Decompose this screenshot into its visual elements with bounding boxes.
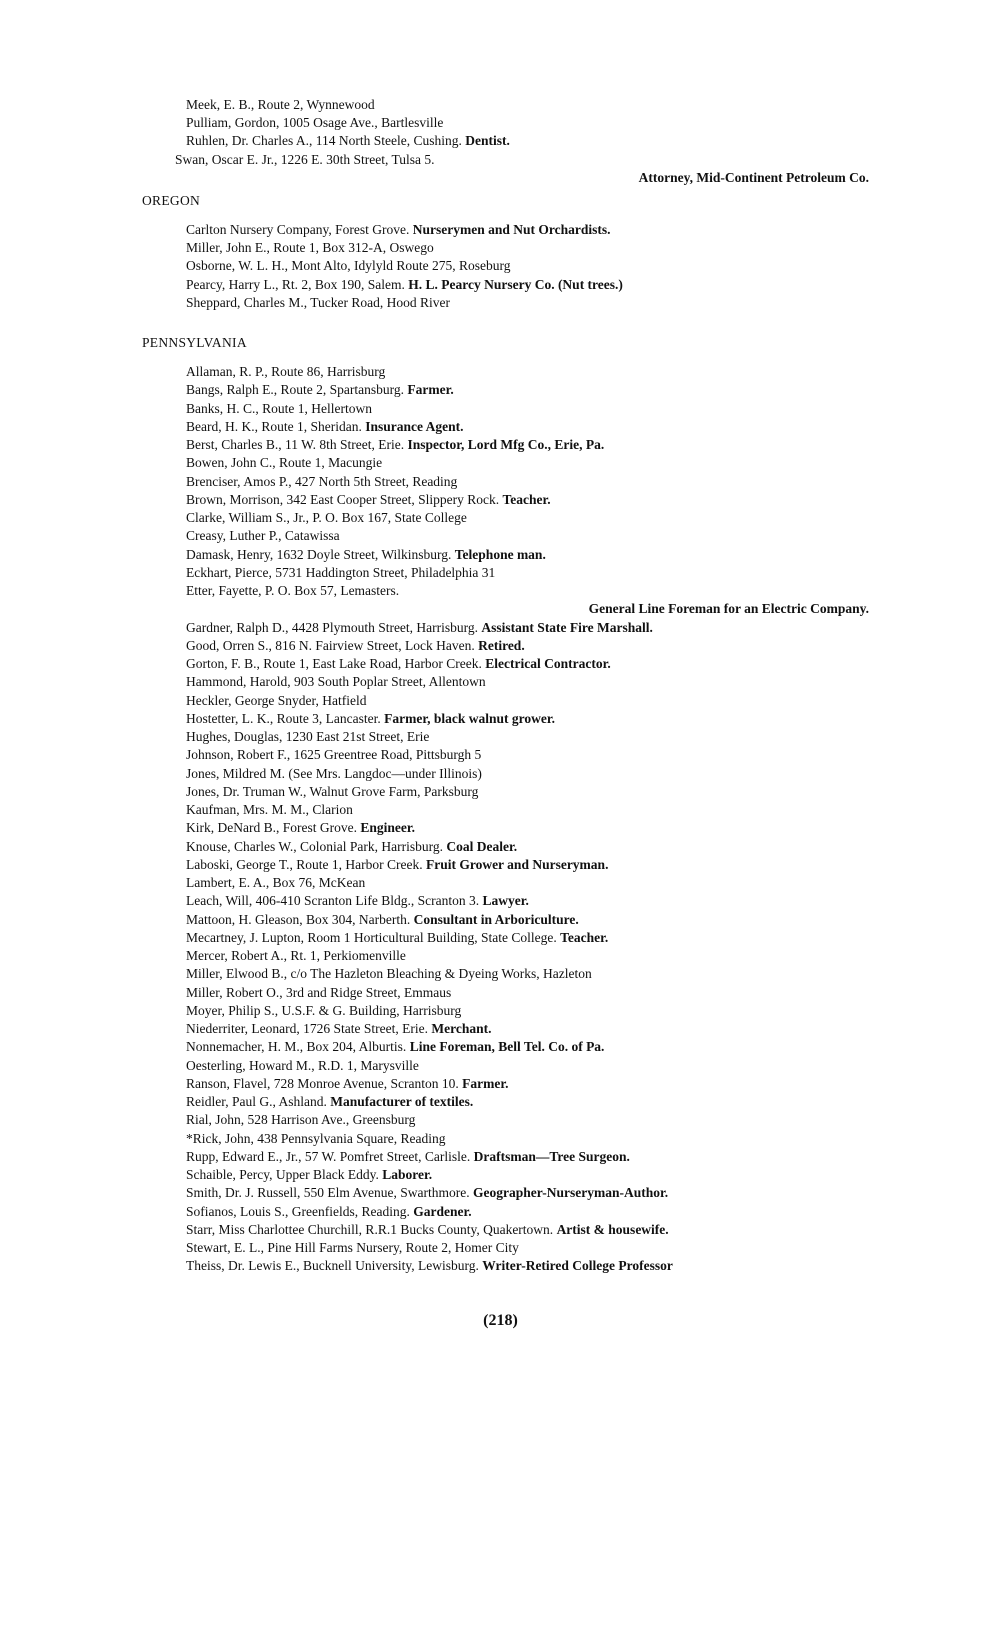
directory-entry <box>0 692 1001 710</box>
directory-entry <box>0 1038 1001 1056</box>
directory-entry <box>0 1093 1001 1111</box>
entry-name-address: Lambert, E. A., Box 76, McKean <box>186 875 366 890</box>
entry-occupation: Dentist. <box>465 133 510 149</box>
directory-entry <box>0 454 1001 472</box>
entry-name-address: Banks, H. C., Route 1, Hellertown <box>186 400 372 416</box>
entry-name-address: Kaufman, Mrs. M. M., Clarion <box>186 802 353 817</box>
entry-name-address: Brown, Morrison, 342 East Cooper Street, Slippery Rock. <box>186 491 500 507</box>
entry-name-address: Gorton, F. B., Route 1, East Lake Road, Harbor Creek. <box>186 656 482 671</box>
directory-entry <box>0 276 1001 294</box>
directory-entry <box>0 221 1001 239</box>
entry-name-address: Reidler, Paul G., Ashland. <box>186 1094 327 1109</box>
entry-occupation-continued: Attorney, Mid-Continent Petroleum Co. <box>638 169 869 185</box>
directory-entry <box>0 673 1001 691</box>
directory-entry <box>0 1002 1001 1020</box>
entry-occupation: Nurserymen and Nut Orchardists. <box>412 222 611 237</box>
section-heading-pennsylvania: PENNSYLVANIA <box>142 335 247 350</box>
entry-name-address: Berst, Charles B., 11 W. 8th Street, Erie. <box>186 437 405 452</box>
entry-occupation: Artist & housewife. <box>556 1221 669 1237</box>
entry-name-address: Hughes, Douglas, 1230 East 21st Street, Erie <box>186 729 430 744</box>
entry-name-address: Mercer, Robert A., Rt. 1, Perkiomenville <box>186 948 406 963</box>
entry-occupation: Insurance Agent. <box>365 418 464 434</box>
directory-entry <box>0 96 1001 114</box>
directory-entry <box>0 1111 1001 1129</box>
entry-name-address: Pulliam, Gordon, 1005 Osage Ave., Bartlesville <box>186 115 444 131</box>
directory-entry <box>0 1166 1001 1184</box>
directory-entry <box>0 114 1001 132</box>
entry-occupation: Gardener. <box>413 1203 472 1219</box>
page-number: (218) <box>483 1312 518 1329</box>
directory-entry <box>0 1184 1001 1202</box>
directory-entry <box>0 929 1001 947</box>
directory-entry <box>0 746 1001 764</box>
directory-entry <box>0 801 1001 819</box>
entry-name-address: Smith, Dr. J. Russell, 550 Elm Avenue, Swarthmore. <box>186 1185 470 1201</box>
entry-name-address: Leach, Will, 406-410 Scranton Life Bldg., Scranton 3. <box>186 893 480 909</box>
entry-occupation: Laborer. <box>382 1167 433 1182</box>
entry-occupation: H. L. Pearcy Nursery Co. (Nut trees.) <box>408 276 623 292</box>
entry-name-address: Osborne, W. L. H., Mont Alto, Idylyld Route 275, Roseburg <box>186 258 511 274</box>
entry-occupation: Consultant in Arboriculture. <box>413 911 579 927</box>
directory-entry <box>0 1203 1001 1221</box>
entry-name-address: Ranson, Flavel, 728 Monroe Avenue, Scranton 10. <box>186 1075 459 1091</box>
directory-entry <box>0 582 1001 600</box>
entry-occupation: Teacher. <box>560 929 609 945</box>
entry-name-address: Miller, Elwood B., c/o The Hazleton Bleaching & Dyeing Works, Hazleton <box>186 966 592 982</box>
entry-name-address: Allaman, R. P., Route 86, Harrisburg <box>186 364 386 379</box>
entry-name-address: Starr, Miss Charlottee Churchill, R.R.1 Bucks County, Quakertown. <box>186 1221 554 1237</box>
entry-name-address: Hammond, Harold, 903 South Poplar Street, Allentown <box>186 674 486 690</box>
directory-entry <box>0 1020 1001 1038</box>
directory-entry <box>0 1148 1001 1166</box>
entry-name-address: Miller, Robert O., 3rd and Ridge Street, Emmaus <box>186 984 452 1000</box>
entry-occupation: Farmer. <box>462 1075 509 1091</box>
entry-name-address: Heckler, George Snyder, Hatfield <box>186 692 367 708</box>
entry-name-address: Schaible, Percy, Upper Black Eddy. <box>186 1167 379 1182</box>
entry-occupation: Fruit Grower and Nurseryman. <box>425 856 609 872</box>
entry-name-address: Good, Orren S., 816 N. Fairview Street, Lock Haven. <box>186 637 475 653</box>
entry-occupation: Draftsman—Tree Surgeon. <box>473 1148 630 1164</box>
entry-occupation: Retired. <box>478 637 525 653</box>
entry-occupation: Farmer, black walnut grower. <box>384 710 556 726</box>
entry-occupation: Writer-Retired College Professor <box>482 1258 673 1274</box>
directory-entry <box>0 783 1001 801</box>
entry-name-address: Rial, John, 528 Harrison Ave., Greensburg <box>186 1112 416 1128</box>
directory-entry <box>0 132 1001 150</box>
entry-name-address: Swan, Oscar E. Jr., 1226 E. 30th Street, Tulsa 5. <box>175 151 435 167</box>
directory-entry <box>0 436 1001 454</box>
entry-occupation-continued: General Line Foreman for an Electric Company. <box>588 601 869 617</box>
directory-entry <box>0 838 1001 856</box>
entry-name-address: Brenciser, Amos P., 427 North 5th Street, Reading <box>186 473 458 489</box>
directory-entry <box>0 1075 1001 1093</box>
directory-entry <box>0 984 1001 1002</box>
directory-entry <box>0 1130 1001 1148</box>
entry-name-address: Bangs, Ralph E., Route 2, Spartansburg. <box>186 382 404 398</box>
directory-entry <box>0 381 1001 399</box>
directory-entry <box>0 491 1001 509</box>
directory-entry <box>0 1239 1001 1257</box>
entry-occupation: Teacher. <box>502 491 551 507</box>
entry-occupation: Manufacturer of textiles. <box>330 1094 474 1109</box>
entry-name-address: Kirk, DeNard B., Forest Grove. <box>186 820 357 836</box>
directory-entry <box>0 509 1001 527</box>
directory-entry <box>0 856 1001 874</box>
entry-name-address: Creasy, Luther P., Catawissa <box>186 528 340 544</box>
directory-entry <box>0 294 1001 312</box>
entry-name-address: *Rick, John, 438 Pennsylvania Square, Reading <box>186 1130 446 1146</box>
directory-entry <box>0 911 1001 929</box>
entry-occupation: Telephone man. <box>454 546 546 562</box>
entry-name-address: Damask, Henry, 1632 Doyle Street, Wilkinsburg. <box>186 546 452 562</box>
directory-entry <box>0 546 1001 564</box>
entry-name-address: Johnson, Robert F., 1625 Greentree Road, Pittsburgh 5 <box>186 747 482 763</box>
entry-occupation: Coal Dealer. <box>446 838 518 854</box>
entry-name-address: Bowen, John C., Route 1, Macungie <box>186 455 383 471</box>
directory-entry <box>0 600 1001 618</box>
directory-entry <box>0 169 1001 187</box>
entry-name-address: Ruhlen, Dr. Charles A., 114 North Steele, Cushing. <box>186 133 462 149</box>
directory-entry <box>0 892 1001 910</box>
entry-occupation: Electrical Contractor. <box>485 656 611 671</box>
entry-name-address: Nonnemacher, H. M., Box 204, Alburtis. <box>186 1039 407 1055</box>
entry-name-address: Oesterling, Howard M., R.D. 1, Marysville <box>186 1057 419 1073</box>
directory-entry <box>0 564 1001 582</box>
directory-entry <box>0 637 1001 655</box>
directory-entry <box>0 874 1001 892</box>
entry-name-address: Miller, John E., Route 1, Box 312-A, Oswego <box>186 240 434 256</box>
directory-entry <box>0 710 1001 728</box>
entry-name-address: Knouse, Charles W., Colonial Park, Harrisburg. <box>186 838 443 854</box>
directory-entry <box>0 655 1001 673</box>
entry-name-address: Clarke, William S., Jr., P. O. Box 167, State College <box>186 510 467 525</box>
entry-name-address: Sheppard, Charles M., Tucker Road, Hood River <box>186 294 450 310</box>
directory-entry <box>0 400 1001 418</box>
entry-name-address: Eckhart, Pierce, 5731 Haddington Street, Philadelphia 31 <box>186 564 496 580</box>
entry-name-address: Niederriter, Leonard, 1726 State Street, Erie. <box>186 1021 428 1036</box>
directory-entry <box>0 819 1001 837</box>
entry-name-address: Meek, E. B., Route 2, Wynnewood <box>186 97 375 112</box>
directory-entry <box>0 1257 1001 1275</box>
entry-occupation: Farmer. <box>407 382 454 398</box>
directory-entry <box>0 728 1001 746</box>
entry-occupation: Lawyer. <box>482 893 529 909</box>
entry-occupation: Engineer. <box>360 820 415 836</box>
directory-entry <box>0 151 1001 169</box>
directory-entry <box>0 257 1001 275</box>
entry-name-address: Stewart, E. L., Pine Hill Farms Nursery, Route 2, Homer City <box>186 1240 519 1255</box>
entry-name-address: Jones, Dr. Truman W., Walnut Grove Farm, Parksburg <box>186 783 479 799</box>
directory-entry <box>0 965 1001 983</box>
directory-entry <box>0 363 1001 381</box>
entry-name-address: Beard, H. K., Route 1, Sheridan. <box>186 418 362 434</box>
entry-occupation: Assistant State Fire Marshall. <box>481 619 653 635</box>
directory-entry <box>0 947 1001 965</box>
entry-name-address: Etter, Fayette, P. O. Box 57, Lemasters. <box>186 583 400 598</box>
entry-name-address: Sofianos, Louis S., Greenfields, Reading. <box>186 1203 410 1219</box>
entry-name-address: Mattoon, H. Gleason, Box 304, Narberth. <box>186 911 411 927</box>
entry-name-address: Laboski, George T., Route 1, Harbor Creek. <box>186 856 423 872</box>
entry-name-address: Mecartney, J. Lupton, Room 1 Horticultural Building, State College. <box>186 929 557 945</box>
entry-name-address: Jones, Mildred M. (See Mrs. Langdoc—under Illinois) <box>186 765 482 781</box>
entry-name-address: Theiss, Dr. Lewis E., Bucknell University, Lewisburg. <box>186 1258 479 1274</box>
entry-occupation: Geographer-Nurseryman-Author. <box>473 1185 669 1201</box>
directory-entry <box>0 473 1001 491</box>
directory-entry <box>0 765 1001 783</box>
directory-entry <box>0 1057 1001 1075</box>
directory-entry <box>0 418 1001 436</box>
directory-entry <box>0 619 1001 637</box>
entry-name-address: Gardner, Ralph D., 4428 Plymouth Street, Harrisburg. <box>186 619 479 635</box>
entry-name-address: Pearcy, Harry L., Rt. 2, Box 190, Salem. <box>186 276 405 292</box>
entry-name-address: Rupp, Edward E., Jr., 57 W. Pomfret Street, Carlisle. <box>186 1148 471 1164</box>
directory-entry <box>0 527 1001 545</box>
entry-occupation: Inspector, Lord Mfg Co., Erie, Pa. <box>407 437 605 452</box>
entry-name-address: Carlton Nursery Company, Forest Grove. <box>186 222 410 237</box>
entry-name-address: Moyer, Philip S., U.S.F. & G. Building, Harrisburg <box>186 1002 462 1018</box>
directory-entry <box>0 239 1001 257</box>
directory-entry <box>0 1221 1001 1239</box>
entry-occupation: Merchant. <box>431 1021 492 1036</box>
entry-occupation: Line Foreman, Bell Tel. Co. of Pa. <box>409 1039 605 1055</box>
section-heading-oregon: OREGON <box>142 193 201 208</box>
entry-name-address: Hostetter, L. K., Route 3, Lancaster. <box>186 710 381 726</box>
